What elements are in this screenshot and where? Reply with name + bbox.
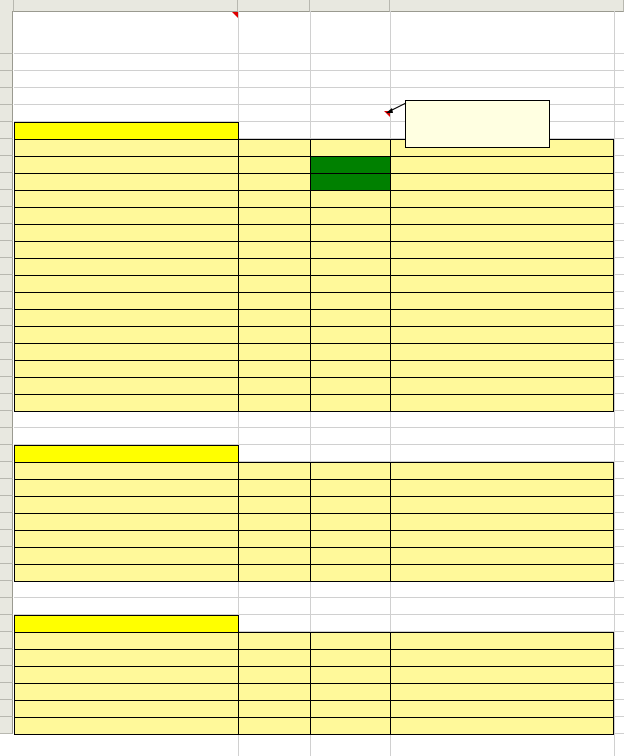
row-header[interactable]	[0, 445, 13, 462]
row-header[interactable]	[0, 88, 13, 105]
task-name-cell[interactable]	[14, 343, 239, 361]
wann-cell[interactable]	[238, 394, 311, 412]
task-name-cell[interactable]	[14, 309, 239, 327]
wann-cell[interactable]	[238, 496, 311, 514]
anmerkung-cell[interactable]	[390, 190, 614, 208]
comment-tooltip	[405, 100, 550, 148]
task-name-cell[interactable]	[14, 207, 239, 225]
row-header[interactable]	[0, 224, 13, 241]
anmerkung-cell[interactable]	[390, 666, 614, 684]
erledigt-cell[interactable]	[310, 190, 391, 208]
row-header[interactable]	[0, 207, 13, 224]
wann-cell[interactable]	[238, 326, 311, 344]
wann-cell[interactable]	[238, 377, 311, 395]
erledigt-cell[interactable]	[310, 496, 391, 514]
wann-cell[interactable]	[238, 292, 311, 310]
task-name-cell[interactable]	[14, 258, 239, 276]
erledigt-cell[interactable]	[310, 156, 391, 174]
wann-cell[interactable]	[238, 309, 311, 327]
section-heading[interactable]	[14, 445, 239, 463]
row-header[interactable]	[0, 496, 13, 513]
anmerkung-cell[interactable]	[390, 275, 614, 293]
gridline-vertical	[614, 11, 615, 756]
row-header[interactable]	[0, 292, 13, 309]
erledigt-cell[interactable]	[310, 394, 391, 412]
erledigt-cell[interactable]	[310, 683, 391, 701]
wann-cell[interactable]	[238, 173, 311, 191]
wann-cell[interactable]	[238, 156, 311, 174]
wann-cell[interactable]	[238, 207, 311, 225]
row-header[interactable]	[0, 530, 13, 547]
wann-cell[interactable]	[238, 479, 311, 497]
wann-cell[interactable]	[238, 224, 311, 242]
column-header[interactable]	[390, 0, 624, 12]
row-header[interactable]	[0, 547, 13, 564]
row-header[interactable]	[0, 564, 13, 581]
gridline-horizontal	[14, 70, 624, 71]
row-header[interactable]	[0, 190, 13, 207]
anmerkung-cell[interactable]	[390, 360, 614, 378]
comment-indicator-icon	[232, 12, 238, 18]
task-name-cell[interactable]	[14, 700, 239, 718]
task-name-cell[interactable]	[14, 513, 239, 531]
anmerkung-cell[interactable]	[390, 394, 614, 412]
erledigt-cell[interactable]	[310, 326, 391, 344]
erledigt-cell[interactable]	[310, 564, 391, 582]
task-name-cell[interactable]	[14, 547, 239, 565]
wann-cell[interactable]	[238, 547, 311, 565]
row-header[interactable]	[0, 105, 13, 122]
erledigt-cell[interactable]	[310, 173, 391, 191]
date-cell[interactable]	[500, 14, 615, 28]
erledigt-cell[interactable]	[310, 377, 391, 395]
erledigt-cell[interactable]	[310, 241, 391, 259]
task-name-cell[interactable]	[14, 666, 239, 684]
anmerkung-cell[interactable]	[390, 547, 614, 565]
row-header[interactable]	[0, 394, 13, 411]
wann-cell[interactable]	[238, 530, 311, 548]
anmerkung-cell[interactable]	[390, 377, 614, 395]
anmerkung-cell[interactable]	[390, 173, 614, 191]
task-name-cell[interactable]	[14, 241, 239, 259]
row-header[interactable]	[0, 513, 13, 530]
sheet-title[interactable]	[18, 16, 258, 52]
row-header[interactable]	[0, 632, 13, 649]
anmerkung-cell[interactable]	[390, 496, 614, 514]
anmerkung-cell[interactable]	[390, 326, 614, 344]
column-header[interactable]	[14, 0, 238, 12]
task-name-cell[interactable]	[14, 530, 239, 548]
row-header[interactable]	[0, 139, 13, 156]
anmerkung-cell[interactable]	[390, 241, 614, 259]
row-header[interactable]	[0, 598, 13, 615]
task-name-cell[interactable]	[14, 394, 239, 412]
erledigt-cell[interactable]	[310, 207, 391, 225]
row-header[interactable]	[0, 377, 13, 394]
wann-cell[interactable]	[238, 649, 311, 667]
wann-cell[interactable]	[238, 190, 311, 208]
row-header[interactable]	[0, 326, 13, 343]
wann-cell[interactable]	[238, 360, 311, 378]
row-header[interactable]	[0, 275, 13, 292]
task-name-cell[interactable]	[14, 649, 239, 667]
wann-cell[interactable]	[238, 343, 311, 361]
erledigt-cell[interactable]	[310, 530, 391, 548]
anmerkung-cell[interactable]	[390, 258, 614, 276]
task-name-cell[interactable]	[14, 173, 239, 191]
row-header[interactable]	[0, 71, 13, 88]
erledigt-cell[interactable]	[310, 224, 391, 242]
erledigt-cell[interactable]	[310, 666, 391, 684]
row-header[interactable]	[0, 428, 13, 445]
erledigt-cell[interactable]	[310, 513, 391, 531]
gridline-horizontal	[14, 53, 624, 54]
row-header[interactable]	[0, 343, 13, 360]
wann-cell[interactable]	[238, 666, 311, 684]
task-name-cell[interactable]	[14, 377, 239, 395]
column-label-name[interactable]	[14, 632, 239, 650]
column-label-wann[interactable]	[238, 632, 311, 650]
task-name-cell[interactable]	[14, 190, 239, 208]
row-header[interactable]	[0, 54, 13, 71]
anmerkung-cell[interactable]	[390, 479, 614, 497]
anmerkung-cell[interactable]	[390, 292, 614, 310]
row-header[interactable]	[0, 700, 13, 717]
gridline-horizontal	[14, 427, 624, 428]
anmerkung-cell[interactable]	[390, 683, 614, 701]
column-label-wann[interactable]	[238, 462, 311, 480]
row-header[interactable]	[0, 479, 13, 496]
row-header[interactable]	[0, 241, 13, 258]
erledigt-cell[interactable]	[310, 343, 391, 361]
row-header[interactable]	[0, 11, 13, 54]
row-header[interactable]	[0, 258, 13, 275]
wann-cell[interactable]	[238, 275, 311, 293]
comment-pointer-icon	[380, 100, 410, 120]
erledigt-cell[interactable]	[310, 360, 391, 378]
column-label-name[interactable]	[14, 139, 239, 157]
task-name-cell[interactable]	[14, 224, 239, 242]
column-label-erledigt[interactable]	[310, 462, 391, 480]
erledigt-cell[interactable]	[310, 717, 391, 735]
anmerkung-cell[interactable]	[390, 717, 614, 735]
anmerkung-cell[interactable]	[390, 309, 614, 327]
column-label-wann[interactable]	[238, 139, 311, 157]
gridline-horizontal	[14, 597, 624, 598]
column-label-anmerkung[interactable]	[390, 462, 614, 480]
row-header[interactable]	[0, 173, 13, 190]
wann-cell[interactable]	[238, 564, 311, 582]
erledigt-cell[interactable]	[310, 649, 391, 667]
column-header[interactable]	[238, 0, 310, 12]
section-heading[interactable]	[14, 615, 239, 633]
anmerkung-cell[interactable]	[390, 530, 614, 548]
erledigt-cell[interactable]	[310, 292, 391, 310]
erledigt-cell[interactable]	[310, 309, 391, 327]
row-header[interactable]	[0, 717, 13, 734]
task-name-cell[interactable]	[14, 275, 239, 293]
task-name-cell[interactable]	[14, 156, 239, 174]
anmerkung-cell[interactable]	[390, 564, 614, 582]
gridline-horizontal	[14, 87, 624, 88]
anmerkung-cell[interactable]	[390, 156, 614, 174]
row-header[interactable]	[0, 462, 13, 479]
erledigt-cell[interactable]	[310, 258, 391, 276]
anmerkung-cell[interactable]	[390, 700, 614, 718]
column-header[interactable]	[310, 0, 390, 12]
row-header[interactable]	[0, 666, 13, 683]
anmerkung-cell[interactable]	[390, 207, 614, 225]
erledigt-cell[interactable]	[310, 479, 391, 497]
section-heading[interactable]	[14, 122, 239, 140]
row-header[interactable]	[0, 360, 13, 377]
erledigt-cell[interactable]	[310, 700, 391, 718]
task-name-cell[interactable]	[14, 683, 239, 701]
wann-cell[interactable]	[238, 700, 311, 718]
wann-cell[interactable]	[238, 513, 311, 531]
task-name-cell[interactable]	[14, 496, 239, 514]
task-name-cell[interactable]	[14, 292, 239, 310]
wann-cell[interactable]	[238, 241, 311, 259]
column-label-name[interactable]	[14, 462, 239, 480]
wann-cell[interactable]	[238, 717, 311, 735]
row-header[interactable]	[0, 581, 13, 598]
erledigt-cell[interactable]	[310, 275, 391, 293]
column-label-erledigt[interactable]	[310, 139, 391, 157]
row-header[interactable]	[0, 156, 13, 173]
wann-cell[interactable]	[238, 683, 311, 701]
row-header[interactable]	[0, 309, 13, 326]
row-header[interactable]	[0, 615, 13, 632]
column-label-erledigt[interactable]	[310, 632, 391, 650]
anmerkung-cell[interactable]	[390, 649, 614, 667]
task-name-cell[interactable]	[14, 717, 239, 735]
anmerkung-cell[interactable]	[390, 513, 614, 531]
task-name-cell[interactable]	[14, 564, 239, 582]
row-header[interactable]	[0, 411, 13, 428]
anmerkung-cell[interactable]	[390, 343, 614, 361]
row-header[interactable]	[0, 649, 13, 666]
anmerkung-cell[interactable]	[390, 224, 614, 242]
wann-cell[interactable]	[238, 258, 311, 276]
task-name-cell[interactable]	[14, 360, 239, 378]
row-header[interactable]	[0, 122, 13, 139]
row-header[interactable]	[0, 683, 13, 700]
column-label-anmerkung[interactable]	[390, 632, 614, 650]
erledigt-cell[interactable]	[310, 547, 391, 565]
task-name-cell[interactable]	[14, 479, 239, 497]
task-name-cell[interactable]	[14, 326, 239, 344]
